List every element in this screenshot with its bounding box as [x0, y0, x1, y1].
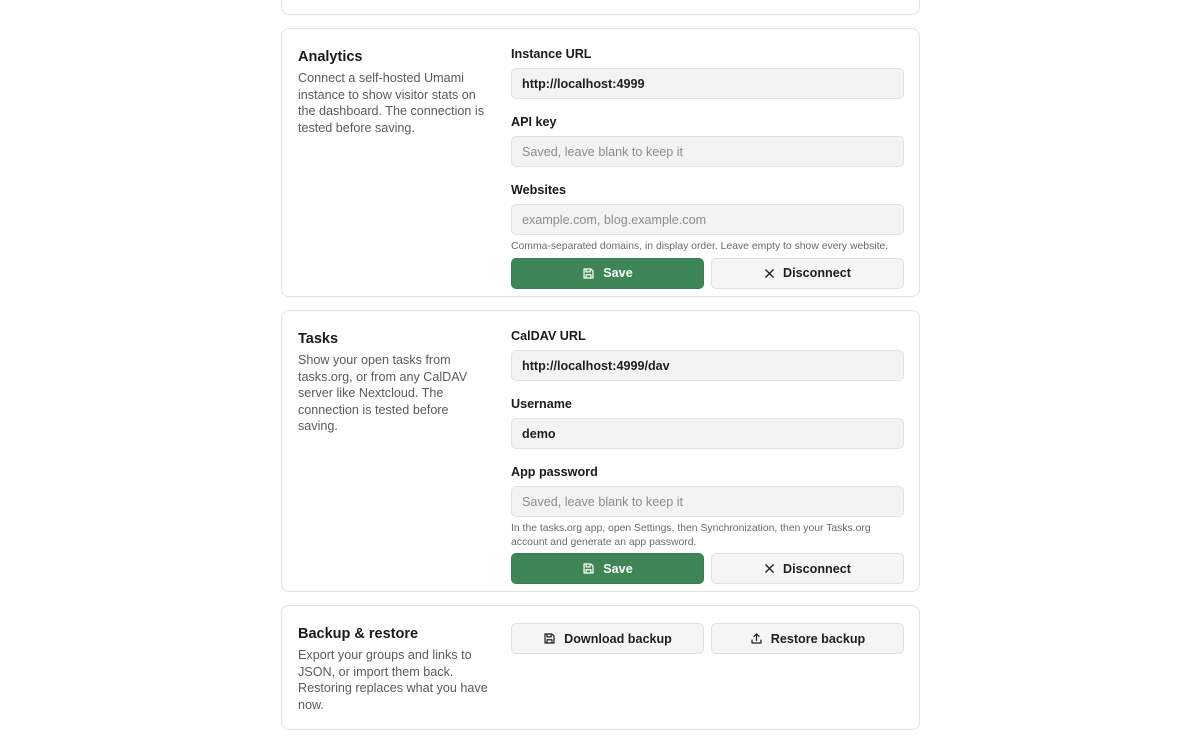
close-icon — [764, 268, 775, 279]
websites-label: Websites — [511, 183, 567, 197]
close-icon — [764, 563, 775, 574]
restore-backup-label: Restore backup — [770, 631, 866, 646]
username-input[interactable] — [511, 418, 904, 449]
analytics-title: Analytics — [298, 49, 363, 65]
analytics-save-button[interactable] — [511, 258, 704, 289]
websites-input[interactable] — [511, 204, 904, 235]
username-label: Username — [511, 397, 572, 411]
save-label: Save — [603, 561, 633, 576]
analytics-card — [281, 28, 920, 297]
floppy-disk-icon — [543, 632, 556, 645]
save-label: Save — [603, 266, 633, 280]
disconnect-label: Disconnect — [783, 561, 851, 576]
disconnect-label: Disconnect — [783, 266, 851, 280]
floppy-disk-icon — [582, 562, 595, 575]
previous-settings-card — [281, 0, 920, 15]
backup-actions — [511, 623, 904, 654]
backup-card — [281, 605, 920, 730]
app-password-input[interactable] — [511, 486, 904, 517]
api-key-label: API key — [511, 115, 557, 129]
upload-icon — [750, 632, 763, 645]
analytics-description: Connect a self-hosted Umami instance to show visitor stats on the dashboard. The connection is tested before saving. — [298, 71, 485, 135]
caldav-url-label: CalDAV URL — [511, 329, 586, 343]
tasks-card — [281, 310, 920, 592]
tasks-actions — [511, 553, 904, 584]
tasks-disconnect-button[interactable] — [711, 553, 904, 584]
tasks-intro — [298, 329, 488, 435]
tasks-save-button[interactable] — [511, 553, 704, 584]
app-password-label: App password — [511, 465, 598, 479]
download-backup-button[interactable] — [511, 623, 704, 654]
analytics-form — [511, 46, 904, 289]
download-backup-label: Download backup — [564, 631, 672, 646]
caldav-url-input[interactable] — [511, 350, 904, 381]
websites-hint: Comma-separated domains, in display order. Leave empty to show every website. — [511, 241, 889, 252]
backup-description: Export your groups and links to JSON, or import them back. Restoring replaces what you have now. — [298, 648, 488, 712]
backup-title: Backup & restore — [298, 626, 419, 642]
floppy-disk-icon — [582, 267, 595, 280]
instance-url-input[interactable] — [511, 68, 904, 99]
backup-intro — [298, 624, 488, 713]
tasks-description: Show your open tasks from tasks.org, or from any CalDAV server like Nextcloud. The connection is tested before saving. — [298, 353, 468, 434]
restore-backup-button[interactable] — [711, 623, 904, 654]
analytics-actions — [511, 258, 904, 289]
analytics-disconnect-button[interactable] — [711, 258, 904, 289]
analytics-intro — [298, 47, 488, 136]
instance-url-label: Instance URL — [511, 47, 592, 61]
tasks-form — [511, 328, 904, 584]
api-key-input[interactable] — [511, 136, 904, 167]
tasks-title: Tasks — [298, 331, 339, 347]
app-password-hint: In the tasks.org app, open Settings, then Synchronization, then your Tasks.org account and generate an app password. — [511, 523, 871, 548]
